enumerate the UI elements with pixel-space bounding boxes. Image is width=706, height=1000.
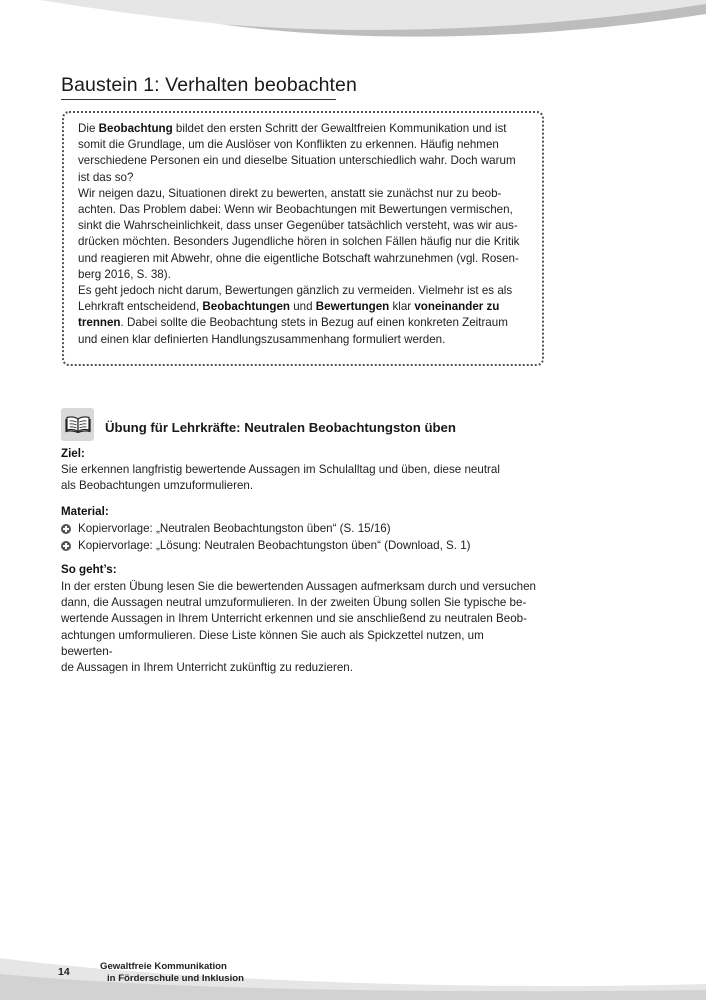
howto-line: In der ersten Übung lesen Sie die bewertenden Aussagen aufmerksam durch und versuchen bbox=[61, 580, 536, 593]
intro-box bbox=[78, 121, 528, 348]
material-list bbox=[61, 521, 471, 555]
howto-label: So geht’s: bbox=[61, 563, 117, 576]
material-item bbox=[61, 521, 471, 538]
howto-line: wertende Aussagen in Ihrem Unterricht erkennen und sie anschließend zu neutralen Beob- bbox=[61, 612, 527, 626]
text-run: achten. Das Problem dabei: Wenn wir Beobachtungen mit Bewertungen vermischen, bbox=[78, 203, 513, 217]
text-run: Lehrkraft entscheidend, bbox=[78, 300, 203, 314]
top-decoration-swoosh bbox=[0, 0, 706, 45]
howto-line: achtungen umformulieren. Diese Liste können Sie auch als Spickzettel nutzen, um bewerten- bbox=[61, 628, 484, 658]
howto-line: de Aussagen in Ihrem Unterricht zukünftig zu reduzieren. bbox=[61, 661, 353, 675]
section-heading: Baustein 1: Verhalten beobachten bbox=[61, 74, 357, 96]
intro-paragraph-2 bbox=[78, 186, 528, 283]
bold-term: voneinander zu bbox=[414, 300, 500, 314]
intro-paragraph-1 bbox=[78, 121, 528, 186]
plus-circle-icon bbox=[61, 541, 71, 551]
text-run: somit die Grundlage, um die Auslöser von Konflikten zu erkennen. Häufig nehmen bbox=[78, 138, 499, 152]
goal-text bbox=[61, 462, 536, 494]
bold-term: trennen bbox=[78, 316, 121, 330]
text-run: berg 2016, S. 38). bbox=[78, 267, 171, 281]
material-label: Material: bbox=[61, 505, 109, 518]
intro-paragraph-3 bbox=[78, 283, 528, 348]
text-run: Wir neigen dazu, Situationen direkt zu bewerten, anstatt sie zunächst nur zu beob- bbox=[78, 186, 502, 200]
text-run: sinkt die Wahrscheinlichkeit, dass unser Gegenüber tatsächlich versteht, was wir aus- bbox=[78, 219, 518, 233]
bold-term: Beobachtung bbox=[98, 122, 173, 135]
goal-label: Ziel: bbox=[61, 447, 85, 460]
text-run: . Dabei sollte die Beobachtung stets in Bezug auf einen konkreten Zeitraum bbox=[120, 316, 508, 330]
text-run: und bbox=[290, 300, 316, 314]
text-run: ist das so? bbox=[78, 170, 134, 184]
page-number: 14 bbox=[58, 966, 70, 978]
material-item-text: Kopiervorlage: „Neutralen Beobachtungston üben“ (S. 15/16) bbox=[78, 522, 391, 535]
exercise-title: Übung für Lehrkräfte: Neutralen Beobachtungston üben bbox=[105, 420, 456, 435]
text-run: drücken möchten. Besonders Jugendliche hören in solchen Fällen häufig nur die Kritik bbox=[78, 235, 520, 249]
bold-term: Bewertungen bbox=[315, 300, 390, 314]
goal-line: Sie erkennen langfristig bewertende Aussagen im Schulalltag und üben, diese neutral bbox=[61, 463, 500, 476]
plus-circle-icon bbox=[61, 524, 71, 534]
footer-title-line: in Förderschule und Inklusion bbox=[107, 973, 244, 984]
text-run: verschiedene Personen ein und dieselbe Situation unterschiedlich wahr. Doch warum bbox=[78, 154, 516, 168]
footer-title bbox=[100, 961, 300, 985]
howto-text bbox=[61, 579, 536, 676]
bold-term: Beobachtungen bbox=[202, 300, 290, 314]
text-run: Die bbox=[78, 122, 99, 135]
book-icon bbox=[61, 408, 94, 441]
howto-line: dann, die Aussagen neutral umzuformulieren. In der zweiten Übung sollen Sie typische be- bbox=[61, 596, 527, 610]
goal-line: als Beobachtungen umzuformulieren. bbox=[61, 479, 254, 493]
text-run: und reagieren mit Abwehr, ohne die eigentliche Botschaft wahrzunehmen (vgl. Rosen- bbox=[78, 251, 519, 265]
text-run: Es geht jedoch nicht darum, Bewertungen gänzlich zu vermeiden. Vielmehr ist es als bbox=[78, 284, 513, 298]
text-run: und einen klar definierten Handlungszusammenhang formuliert werden. bbox=[78, 332, 446, 346]
material-item bbox=[61, 538, 471, 555]
material-item-text: Kopiervorlage: „Lösung: Neutralen Beobachtungston üben“ (Download, S. 1) bbox=[78, 539, 471, 552]
text-run: bildet den ersten Schritt der Gewaltfreien Kommunikation und ist bbox=[172, 122, 507, 135]
heading-underline bbox=[61, 99, 336, 100]
text-run: klar bbox=[389, 300, 415, 314]
footer-title-line: Gewaltfreie Kommunikation bbox=[100, 961, 227, 972]
